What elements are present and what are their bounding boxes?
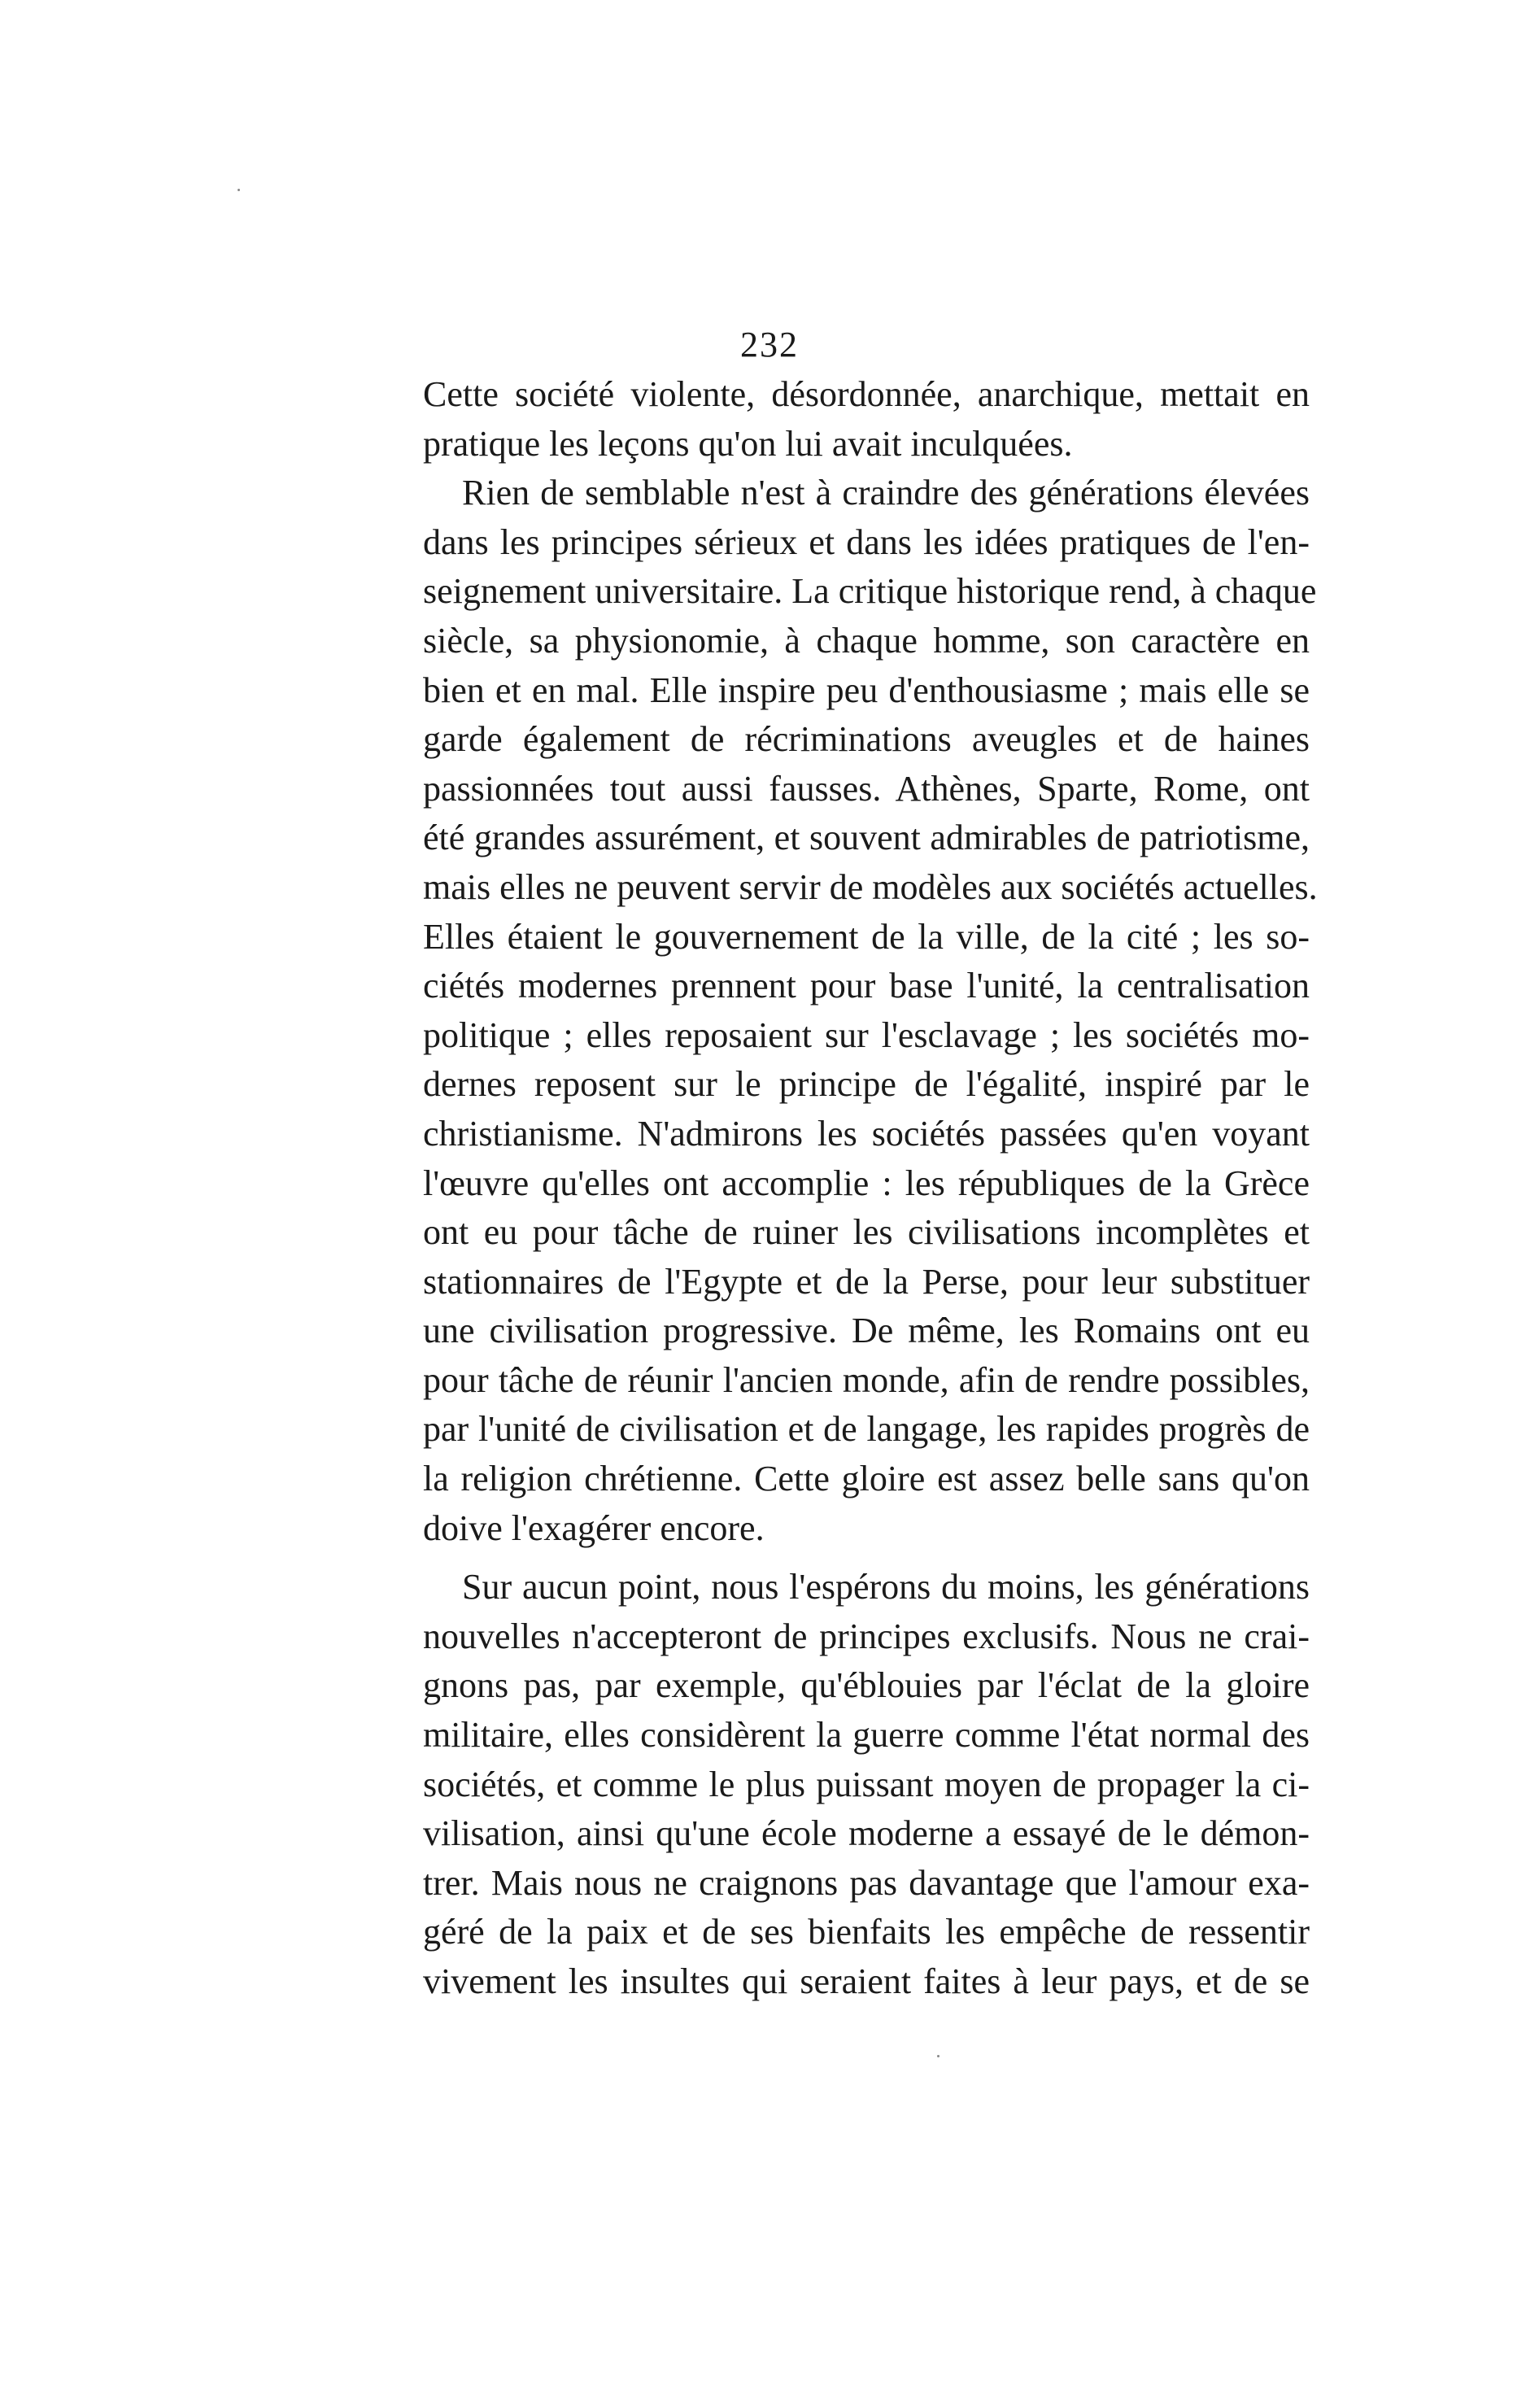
text-line: Cette société violente, désordonnée, anarchique, mettait en	[423, 374, 1310, 414]
text-line: bien et en mal. Elle inspire peu d'enthousiasme ; mais elle se	[423, 670, 1310, 710]
text-line: seignement universitaire. La critique historique rend, à chaque	[423, 571, 1317, 612]
text-line: doive l'exagérer encore.	[423, 1507, 765, 1548]
text-line: dernes reposent sur le principe de l'égalité, inspiré par le	[423, 1064, 1310, 1105]
text-line: une civilisation progressive. De même, les Romains ont eu	[423, 1311, 1310, 1351]
text-line: vivement les insultes qui seraient faites à leur pays, et de se	[423, 1961, 1310, 2001]
text-line: pratique les leçons qu'on lui avait inculquées.	[423, 423, 1073, 464]
text-line: sociétés, et comme le plus puissant moyen de propager la ci-	[423, 1764, 1310, 1804]
text-line: siècle, sa physionomie, à chaque homme, son caractère en	[423, 620, 1310, 661]
paragraph	[423, 469, 1318, 1553]
text-line: passionnées tout aussi fausses. Athènes, Sparte, Rome, ont	[423, 768, 1310, 809]
paragraph-gap	[423, 1553, 1310, 1563]
text-line: ont eu pour tâche de ruiner les civilisations incomplètes et	[423, 1212, 1310, 1253]
paragraph	[423, 370, 1310, 469]
text-line: pour tâche de réunir l'ancien monde, afin de rendre possibles,	[423, 1359, 1310, 1400]
text-line: mais elles ne peuvent servir de modèles aux sociétés actuelles.	[423, 866, 1318, 907]
text-line: été grandes assurément, et souvent admirables de patriotisme,	[423, 818, 1310, 858]
text-line: géré de la paix et de ses bienfaits les empêche de ressentir	[423, 1912, 1310, 1952]
paragraph	[423, 1563, 1310, 2006]
page-number: 232	[740, 325, 799, 364]
text-line: stationnaires de l'Egypte et de la Perse, pour leur substituer	[423, 1261, 1310, 1302]
text-line: Rien de semblable n'est à craindre des générations élevées	[462, 473, 1310, 513]
text-line: Sur aucun point, nous l'espérons du moins, les générations	[462, 1567, 1310, 1608]
text-line: l'œuvre qu'elles ont accomplie : les républiques de la Grèce	[423, 1163, 1310, 1203]
text-line: gnons pas, par exemple, qu'éblouies par l'éclat de la gloire	[423, 1665, 1310, 1706]
body-text	[423, 370, 1318, 2007]
text-line: la religion chrétienne. Cette gloire est assez belle sans qu'on	[423, 1459, 1310, 1499]
text-line: par l'unité de civilisation et de langage, les rapides progrès de	[423, 1409, 1310, 1450]
text-line: militaire, elles considèrent la guerre comme l'état normal des	[423, 1715, 1310, 1756]
text-line: vilisation, ainsi qu'une école moderne a essayé de le démon-	[423, 1813, 1310, 1854]
text-line: trer. Mais nous ne craignons pas davantage que l'amour exa-	[423, 1862, 1310, 1903]
text-line: ciétés modernes prennent pour base l'unité, la centralisation	[423, 966, 1310, 1006]
text-line: Elles étaient le gouvernement de la ville, de la cité ; les so-	[423, 916, 1310, 957]
text-line: garde également de récriminations aveugles et de haines	[423, 719, 1310, 760]
scan-speck	[238, 189, 240, 191]
text-line: dans les principes sérieux et dans les idées pratiques de l'en-	[423, 521, 1310, 562]
text-line: christianisme. N'admirons les sociétés passées qu'en voyant	[423, 1113, 1310, 1154]
text-line: nouvelles n'accepteront de principes exclusifs. Nous ne crai-	[423, 1616, 1310, 1656]
scan-speck	[937, 2055, 940, 2057]
text-line: politique ; elles reposaient sur l'esclavage ; les sociétés mo-	[423, 1014, 1310, 1055]
